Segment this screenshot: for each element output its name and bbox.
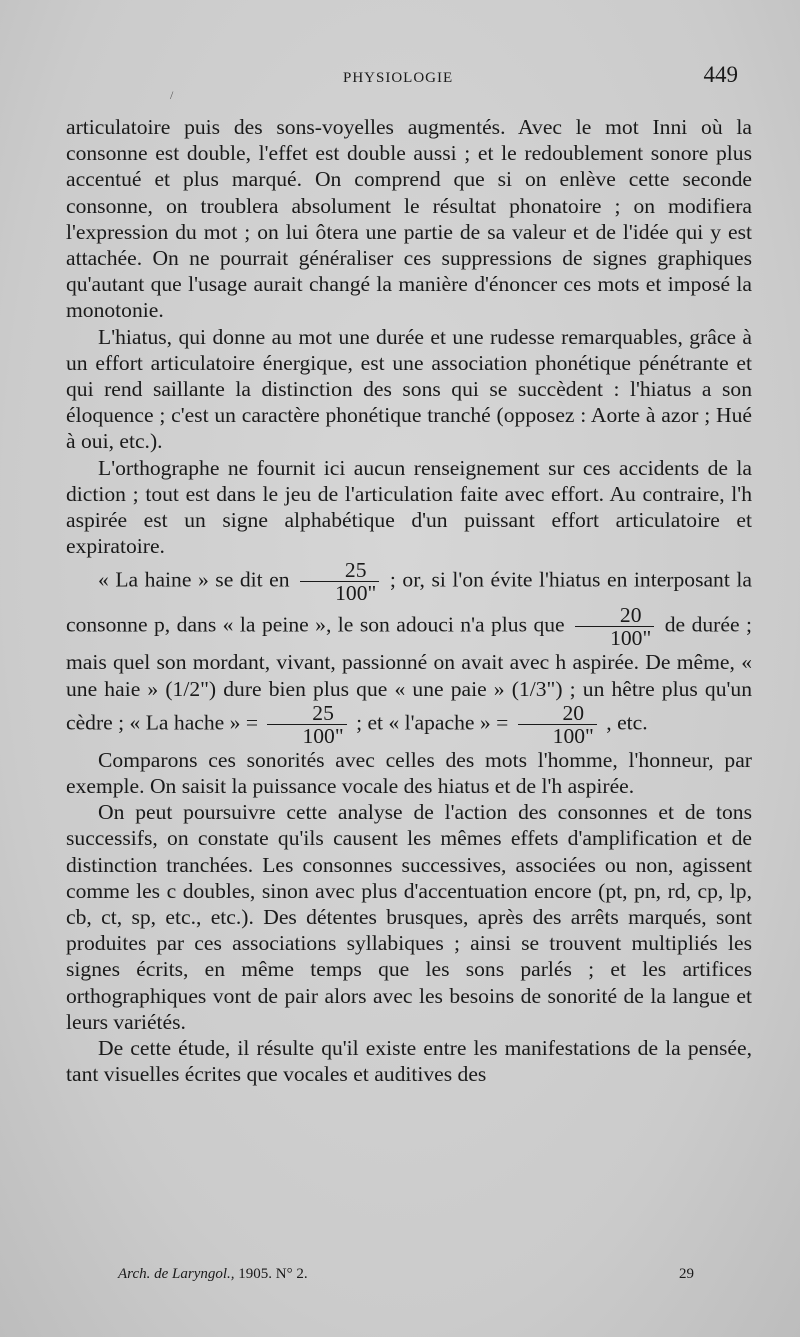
paragraph: L'orthographe ne fournit ici aucun renseignement sur ces accidents de la diction ; tout est dans le jeu de l'articulation faite avec effort. Au contraire, l'h aspirée est un signe alphabétique d'un puissant effort articulatoire et expiratoire. — [66, 455, 752, 559]
fraction-numerator: 20 — [518, 702, 597, 725]
paragraph: articulatoire puis des sons-voyelles augmentés. Avec le mot Inni où la consonne est double, l'effet est double aussi ; et le redoublement sonore plus accentué et plus marqué. On comprend que si on enlève cette seconde consonne, on troublera absolument le résultat phonatoire ; on modifiera l'expression du mot ; on lui ôtera une partie de sa valeur et de l'idée qui y est attachée. On ne pourrait généraliser ces suppressions de signes graphiques qu'autant que l'usage aurait changé la manière d'énoncer ces mots et imposé la monotonie. — [66, 115, 752, 323]
journal-issue: 1905. N° 2. — [238, 1266, 308, 1282]
fraction-denominator: 100" — [302, 723, 344, 748]
fraction — [300, 559, 379, 604]
body-text — [66, 114, 752, 1088]
journal-reference — [118, 1266, 308, 1283]
paragraph: On peut poursuivre cette analyse de l'action des consonnes et de tons successifs, on constate qu'ils causent les mêmes effets d'amplification et de distinction tranchées. Les consonnes successives, associées ou non, agissent comme les c doubles, sinon avec plus d'accentuation encore (pt, pn, rd, cp, lp, cb, ct, sp, etc., etc.). Des détentes brusques, après des arrêts marqués, sont produites par ces associations syllabiques ; ainsi se trouvent multipliés les signes écrits, en même temps que les sons parlés ; et les artifices orthographiques vont de pair alors avec les besoins de sonorité de la langue et leurs variétés. — [66, 800, 752, 1034]
fraction — [575, 604, 654, 649]
fraction-numerator: 25 — [267, 702, 346, 725]
text-span: ; or, si l'on évite l'hiatus en interposant la consonne p, dans « la peine », le son adouci n'a plus que — [66, 567, 752, 637]
fraction-numerator: 20 — [575, 604, 654, 627]
paragraph: L'hiatus, qui donne au mot une durée et une rudesse remarquables, grâce à un effort articulatoire énergique, est une association phonétique pénétrante et qui rend saillante la distinction des sons qui se succèdent : l'hiatus a son éloquence ; c'est un caractère phonétique tranché (opposez : Aorte à azor ; Hué à oui, etc.). — [66, 324, 752, 454]
text-span: , etc. — [606, 710, 648, 735]
text-span: « La hache » = — [129, 710, 259, 735]
signature-mark: 29 — [679, 1266, 694, 1282]
paragraph: De cette étude, il résulte qu'il existe entre les manifestations de la pensée, tant visuelles écrites que vocales et auditives des — [66, 1036, 752, 1087]
running-header — [0, 62, 800, 102]
fraction-numerator: 25 — [300, 559, 379, 582]
fraction-denominator: 100" — [552, 723, 594, 748]
margin-mark: / — [170, 88, 174, 102]
text-span: de durée ; mais quel son mordant, vivant, passionné on avait avec h aspirée. De même, « une haie » (1/2") dure bien plus que « une paie » (1/3") ; un hêtre plus qu'un cèdre ; — [66, 612, 752, 735]
running-title: PHYSIOLOGIE — [343, 70, 454, 86]
fraction — [267, 702, 346, 747]
text-span: ; et « l'apache » = — [356, 710, 509, 735]
fraction — [518, 702, 597, 747]
fraction-denominator: 100" — [610, 626, 652, 651]
page-number: 449 — [703, 62, 738, 87]
paragraph: Comparons ces sonorités avec celles des mots l'homme, l'honneur, par exemple. On saisit la puissance vocale des hiatus et de l'h aspirée. — [66, 747, 752, 799]
text-span: « La haine » se dit en — [98, 567, 290, 592]
paragraph-with-fractions — [66, 559, 752, 746]
fraction-denominator: 100" — [335, 581, 377, 606]
journal-title: Arch. de Laryngol., — [118, 1266, 235, 1282]
page-footer — [0, 1266, 800, 1292]
